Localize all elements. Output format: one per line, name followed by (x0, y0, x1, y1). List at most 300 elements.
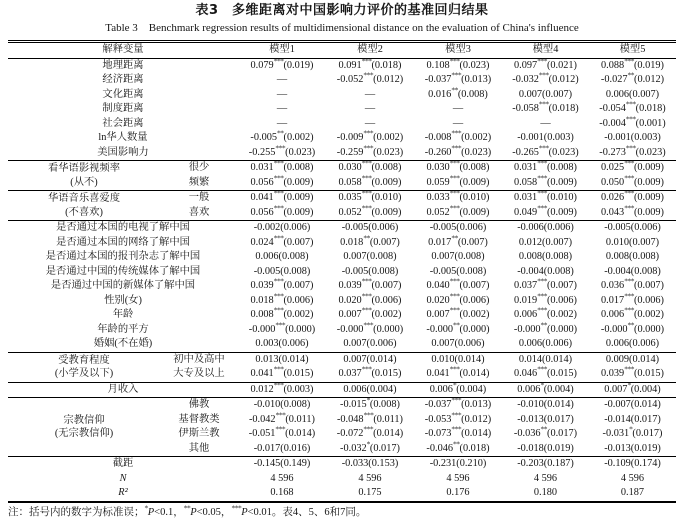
coefficient-cell: 0.175 (358, 487, 382, 498)
table-row (8, 457, 676, 472)
row-label: 美国影响力 (97, 146, 149, 158)
coefficient-cell: 0.058***(0.009) (338, 173, 402, 188)
coefficient-cell: 0.031***(0.008) (502, 161, 589, 176)
empty-cell-dash: — (276, 74, 288, 85)
significance-stars: * (627, 380, 631, 390)
coefficient-cell: -0.052***(0.012) (336, 70, 404, 85)
significance-stars: *** (273, 291, 284, 301)
empty-cell-dash: — (540, 117, 551, 129)
significance-stars: ** (451, 85, 458, 95)
coefficient-cell: 0.006*(0.004) (502, 382, 589, 398)
significance-stars: * (144, 503, 148, 512)
coefficient-cell: 0.006***(0.002) (601, 305, 664, 320)
coefficient-cell: 0.008(0.008) (518, 251, 573, 262)
significance-stars: *** (625, 99, 636, 109)
category-label (8, 352, 160, 382)
row-label: 经济距离 (102, 74, 144, 85)
row-label: 初中及高中 (160, 352, 238, 367)
coefficient-cell: -0.008***(0.002) (424, 128, 492, 143)
coefficient-cell: -0.048***(0.011) (336, 410, 403, 425)
coefficient-cell: -0.255***(0.023) (248, 143, 316, 158)
category-reference: (无宗教信仰) (54, 428, 114, 439)
coefficient-cell: -0.013(0.017) (517, 413, 574, 425)
coefficient-cell: -0.010(0.008) (238, 398, 326, 413)
coefficient-cell: -0.053***(0.012) (424, 410, 492, 425)
significance-stars: *** (537, 56, 547, 66)
category-name: 看华语影视频率 (47, 163, 121, 174)
coefficient-cell: -0.005(0.006) (414, 221, 502, 236)
significance-stars: *** (624, 305, 634, 315)
header-model-3: 模型3 (445, 44, 471, 55)
coefficient-cell: 0.012(0.007) (518, 236, 573, 248)
table-row (8, 88, 676, 103)
significance-stars: *** (449, 188, 460, 198)
significance-stars: * (366, 439, 370, 449)
empty-cell-dash: — (276, 88, 288, 100)
coefficient-cell: -0.004(0.008) (517, 265, 574, 277)
significance-stars: * (629, 424, 633, 434)
significance-stars: *** (449, 203, 460, 213)
coefficient-cell: -0.014(0.017) (604, 413, 661, 425)
coefficient-cell: -0.260***(0.023) (424, 143, 492, 158)
table-row (8, 131, 676, 146)
coefficient-cell: 0.017**(0.007) (428, 233, 488, 248)
empty-cell-dash: — (364, 88, 376, 100)
empty-cell-dash: — (452, 103, 464, 114)
coefficient-cell: -0.002(0.006) (238, 221, 326, 236)
table-row (8, 221, 676, 236)
significance-stars: *** (361, 364, 372, 374)
table-row (8, 382, 676, 398)
coefficient-cell: 0.031***(0.010) (502, 191, 589, 206)
category-reference: (从不) (70, 176, 98, 188)
coefficient-cell: 0.007*(0.004) (589, 382, 676, 398)
coefficient-cell: 0.180 (533, 487, 558, 498)
significance-stars: *** (361, 305, 372, 315)
coefficient-cell: 0.013(0.014) (238, 352, 326, 367)
coefficient-cell: -0.001(0.003) (517, 132, 574, 143)
row-label: 社会距离 (102, 117, 144, 129)
coefficient-cell: 0.024***(0.007) (250, 233, 314, 248)
table-row (8, 191, 676, 206)
row-label: R² (118, 487, 128, 498)
coefficient-cell: 0.039***(0.007) (250, 276, 314, 291)
coefficient-cell: 0.041***(0.015) (250, 364, 314, 379)
significance-stars: * (366, 395, 370, 405)
significance-stars: ** (451, 233, 458, 243)
significance-stars: *** (363, 410, 374, 420)
coefficient-cell: -0.013(0.019) (604, 442, 661, 454)
significance-stars: *** (273, 380, 284, 390)
significance-stars: * (540, 380, 544, 390)
coefficient-cell: 0.058***(0.009) (514, 173, 577, 188)
table-row (8, 236, 676, 251)
coefficient-cell: -0.273***(0.023) (599, 143, 666, 158)
coefficient-cell: -0.109(0.174) (589, 457, 676, 472)
coefficient-cell: -0.015*(0.008) (326, 398, 414, 413)
coefficient-cell: -0.259***(0.023) (336, 143, 404, 158)
coefficient-cell: -0.058***(0.018) (512, 99, 579, 114)
row-label: 喜欢 (188, 206, 210, 218)
coefficient-cell (238, 88, 326, 103)
table-row (8, 117, 676, 132)
coefficient-cell: 0.006(0.007) (605, 88, 660, 100)
table-row (8, 398, 676, 413)
significance-stars: *** (273, 158, 284, 168)
p-value-symbol: P (190, 506, 197, 518)
coefficient-cell: 0.168 (270, 487, 294, 498)
coefficient-cell (414, 102, 502, 117)
table-row (8, 250, 676, 265)
coefficient-cell: 4 596 (358, 472, 382, 484)
coefficient-cell: -0.017(0.016) (253, 442, 311, 454)
category-name: 宗教信仰 (63, 414, 105, 426)
coefficient-cell: 0.108***(0.023) (426, 56, 490, 71)
row-label: 年龄的平方 (97, 323, 149, 335)
table-row (8, 58, 676, 73)
significance-stars: *** (624, 188, 634, 198)
coefficient-cell: -0.032*(0.017) (340, 439, 400, 454)
empty-cell-dash: — (364, 103, 376, 114)
significance-stars: *** (361, 203, 372, 213)
table-row (8, 486, 676, 502)
significance-stars: *** (275, 143, 286, 153)
coefficient-cell: 0.010(0.007) (605, 236, 660, 248)
significance-stars: *** (625, 143, 636, 153)
coefficient-cell: 0.035***(0.010) (326, 191, 414, 206)
row-label: 是否通过本国的电视了解中国 (8, 221, 238, 236)
coefficient-cell: -0.000***(0.000) (248, 320, 316, 335)
coefficient-cell: 0.041***(0.014) (426, 364, 490, 379)
significance-stars: *** (273, 56, 284, 66)
significance-stars: *** (537, 305, 547, 315)
row-label: 其他 (188, 442, 210, 454)
coefficient-cell: -0.031*(0.017) (602, 424, 663, 439)
significance-stars: *** (363, 128, 374, 138)
p-value-symbol: P (147, 506, 155, 518)
significance-stars: *** (273, 305, 284, 315)
coefficient-cell: -0.000**(0.000) (600, 320, 665, 335)
significance-stars: *** (361, 158, 372, 168)
coefficient-cell: -0.000**(0.000) (426, 320, 490, 335)
significance-stars: *** (273, 364, 284, 374)
significance-stars: * (452, 380, 457, 390)
coefficient-cell: 0.014(0.014) (502, 352, 589, 367)
significance-stars: ** (540, 320, 548, 330)
coefficient-cell: -0.005(0.008) (253, 265, 311, 277)
significance-stars: ** (627, 70, 635, 80)
coefficient-cell: -0.001(0.003) (604, 132, 661, 143)
coefficient-cell: 0.007(0.008) (343, 251, 397, 262)
significance-stars: *** (538, 99, 549, 109)
significance-stars: ** (277, 128, 284, 138)
significance-stars: *** (537, 173, 547, 183)
significance-stars: *** (363, 320, 374, 330)
significance-stars: ** (453, 320, 460, 330)
coefficient-cell: 0.007***(0.002) (338, 305, 402, 320)
table-row (8, 102, 676, 117)
row-label: 是否通过本国的报刊杂志了解中国 (45, 251, 201, 262)
coefficient-cell: 0.006***(0.002) (514, 305, 577, 320)
category-name: 受教育程度 (58, 354, 110, 366)
coefficient-cell: 0.003(0.006) (255, 338, 309, 349)
significance-stars: *** (363, 70, 374, 80)
coefficient-cell: 0.088***(0.019) (601, 56, 664, 71)
significance-stars: *** (537, 276, 547, 286)
significance-stars: *** (624, 276, 634, 286)
coefficient-cell: 0.017***(0.006) (601, 291, 664, 306)
coefficient-cell: -0.037***(0.013) (414, 398, 502, 413)
coefficient-cell: 0.039***(0.015) (601, 364, 664, 379)
row-label: 大专及以上 (173, 368, 225, 379)
significance-stars: *** (231, 503, 242, 512)
significance-stars: *** (624, 173, 634, 183)
coefficient-cell: 0.079***(0.019) (250, 56, 314, 71)
coefficient-cell: 0.012***(0.003) (238, 382, 326, 398)
coefficient-cell: 0.030***(0.008) (414, 161, 502, 176)
coefficient-cell: 0.020***(0.006) (338, 291, 402, 306)
coefficient-cell: -0.004(0.008) (604, 265, 661, 277)
coefficient-cell: -0.054***(0.018) (599, 99, 666, 114)
row-label: 地理距离 (102, 59, 144, 71)
coefficient-cell: -0.007(0.014) (589, 398, 676, 413)
significance-stars: *** (361, 276, 372, 286)
significance-stars: *** (537, 291, 547, 301)
coefficient-cell: 0.025***(0.009) (589, 161, 676, 176)
empty-cell-dash: — (276, 117, 288, 129)
coefficient-cell: -0.018(0.019) (517, 442, 574, 454)
coefficient-cell: -0.231(0.210) (414, 457, 502, 472)
coefficient-cell: -0.009***(0.002) (336, 128, 404, 143)
significance-stars: *** (363, 143, 374, 153)
coefficient-cell: 0.052***(0.009) (338, 203, 402, 218)
row-label: ln华人数量 (98, 132, 148, 143)
coefficient-cell: 0.006*(0.004) (414, 382, 502, 398)
coefficient-cell: 0.056***(0.009) (250, 203, 314, 218)
significance-stars: *** (451, 395, 462, 405)
row-label: 是否通过中国的传统媒体了解中国 (45, 265, 201, 277)
row-label: 一般 (160, 191, 238, 206)
coefficient-cell: 0.006(0.006) (518, 338, 573, 349)
significance-stars: ** (183, 503, 191, 512)
coefficient-cell: 4 596 (270, 472, 294, 484)
significance-stars: *** (449, 305, 460, 315)
coefficient-cell (326, 102, 414, 117)
row-label: N (119, 472, 127, 484)
table-row (8, 323, 676, 338)
regression-table (8, 40, 676, 503)
coefficient-cell: 0.033***(0.010) (414, 191, 502, 206)
coefficient-cell: 0.056***(0.009) (250, 173, 314, 188)
significance-stars: *** (624, 158, 634, 168)
coefficient-cell: -0.145(0.149) (238, 457, 326, 472)
coefficient-cell: -0.072***(0.014) (336, 424, 404, 439)
coefficient-cell: -0.000***(0.000) (336, 320, 404, 335)
coefficient-cell: 0.019***(0.006) (514, 291, 577, 306)
category-label (8, 161, 160, 191)
significance-stars: ** (627, 320, 635, 330)
coefficient-cell: -0.051***(0.014) (248, 424, 316, 439)
coefficient-cell: -0.046**(0.018) (426, 439, 490, 454)
significance-stars: *** (449, 291, 460, 301)
row-label: 婚姻(不在婚) (93, 338, 153, 349)
row-label: 年龄 (112, 309, 134, 320)
coefficient-cell: 0.007(0.008) (431, 251, 485, 262)
coefficient-cell: 0.046***(0.015) (514, 364, 577, 379)
coefficient-cell: -0.005**(0.002) (250, 128, 314, 143)
coefficient-cell: -0.037***(0.013) (424, 70, 492, 85)
significance-stars: *** (624, 291, 634, 301)
coefficient-cell: 0.097***(0.021) (514, 56, 577, 71)
row-label: 文化距离 (102, 88, 144, 100)
category-label (8, 398, 160, 457)
significance-stars: ** (540, 424, 548, 434)
coefficient-cell: -0.005(0.008) (341, 265, 399, 277)
significance-stars: *** (449, 276, 460, 286)
coefficient-cell: 0.040***(0.007) (426, 276, 490, 291)
category-name: 华语音乐喜爱度 (47, 193, 121, 204)
coefficient-cell: 4 596 (533, 472, 558, 484)
significance-stars: *** (275, 410, 286, 420)
table-title-en: Table 3 Benchmark regression results of multidimensional distance on the evaluation of China's influence (105, 22, 579, 34)
row-label: 性别(女) (104, 294, 142, 306)
significance-stars: ** (363, 233, 370, 243)
significance-stars: ** (453, 439, 460, 449)
significance-stars: *** (538, 70, 549, 80)
table-body (8, 58, 676, 502)
table-row (8, 337, 676, 352)
coefficient-cell: 0.041***(0.009) (238, 191, 326, 206)
significance-stars: *** (625, 114, 636, 124)
table-row (8, 294, 676, 309)
coefficient-cell: 0.007(0.006) (431, 338, 485, 349)
table-note: 注：括号内的数字为标准误；*P<0.1，**P<0.05，***P<0.01。表4、5、6和7同。 (8, 503, 367, 518)
coefficient-cell: 0.016**(0.008) (428, 85, 488, 100)
row-label: 是否通过本国的网络了解中国 (56, 236, 190, 248)
significance-stars: *** (451, 70, 462, 80)
coefficient-cell: -0.073***(0.014) (424, 424, 492, 439)
coefficient-cell: 0.031***(0.008) (238, 161, 326, 176)
row-label: 频繁 (188, 176, 210, 188)
header-model-5: 模型5 (619, 44, 646, 55)
header-explanatory-variable: 解释变量 (102, 44, 144, 55)
significance-stars: *** (451, 143, 462, 153)
coefficient-cell: 0.010(0.014) (414, 352, 502, 367)
significance-stars: *** (275, 424, 286, 434)
significance-stars: *** (624, 364, 634, 374)
category-reference: (不喜欢) (65, 206, 103, 218)
significance-stars: *** (449, 158, 460, 168)
empty-cell-dash: — (276, 103, 288, 114)
row-label: 佛教 (160, 398, 238, 413)
coefficient-cell: 0.018**(0.007) (340, 233, 400, 248)
coefficient-cell: -0.006(0.006) (502, 221, 589, 236)
significance-stars: *** (537, 158, 547, 168)
significance-stars: *** (273, 233, 284, 243)
table-header (8, 42, 676, 59)
coefficient-cell: -0.005(0.008) (429, 265, 487, 277)
coefficient-cell: 0.009(0.014) (589, 352, 676, 367)
table-row (8, 73, 676, 88)
row-label: 很少 (160, 161, 238, 176)
coefficient-cell: 0.007(0.006) (343, 338, 397, 349)
coefficient-cell: 0.039***(0.007) (338, 276, 402, 291)
coefficient-cell (326, 88, 414, 103)
coefficient-cell: -0.203(0.187) (502, 457, 589, 472)
significance-stars: *** (273, 173, 284, 183)
coefficient-cell: -0.005(0.006) (326, 221, 414, 236)
coefficient-cell: 0.091***(0.018) (338, 56, 402, 71)
coefficient-cell: 0.007***(0.002) (426, 305, 490, 320)
coefficient-cell: -0.005(0.006) (589, 221, 676, 236)
coefficient-cell: -0.042***(0.011) (248, 410, 315, 425)
significance-stars: *** (275, 320, 286, 330)
empty-cell-dash: — (364, 117, 376, 129)
significance-stars: *** (361, 56, 372, 66)
category-reference: (小学及以下) (54, 368, 114, 379)
coefficient-cell: 0.020***(0.006) (426, 291, 490, 306)
table-title-zh: 表3 多维距离对中国影响力评价的基准回归结果 (195, 3, 489, 18)
coefficient-cell: 0.006(0.008) (255, 251, 309, 262)
coefficient-cell: 0.018***(0.006) (250, 291, 314, 306)
significance-stars: *** (538, 143, 549, 153)
significance-stars: *** (361, 188, 372, 198)
coefficient-cell (502, 117, 589, 132)
table-row (8, 161, 676, 176)
coefficient-cell: 0.043***(0.009) (601, 203, 664, 218)
coefficient-cell (238, 73, 326, 88)
coefficient-cell: 4 596 (446, 472, 470, 484)
significance-stars: *** (451, 128, 462, 138)
coefficient-cell: 0.187 (620, 487, 645, 498)
significance-stars: *** (273, 188, 284, 198)
coefficient-cell: 0.037***(0.015) (338, 364, 402, 379)
row-label: 截距 (8, 457, 238, 472)
empty-cell-dash: — (452, 117, 464, 129)
coefficient-cell: 0.059***(0.009) (426, 173, 490, 188)
p-value-symbol: P (241, 506, 248, 518)
coefficient-cell: -0.032***(0.012) (512, 70, 579, 85)
category-label (8, 191, 160, 221)
table-row (8, 265, 676, 280)
coefficient-cell: 0.052***(0.009) (426, 203, 490, 218)
coefficient-cell: -0.033(0.153) (326, 457, 414, 472)
coefficient-cell: 0.176 (446, 487, 470, 498)
significance-stars: *** (451, 410, 462, 420)
table-row (8, 308, 676, 323)
significance-stars: *** (451, 424, 462, 434)
significance-stars: *** (624, 203, 634, 213)
significance-stars: *** (273, 203, 284, 213)
coefficient-cell: -0.036**(0.017) (513, 424, 578, 439)
coefficient-cell: 0.026***(0.009) (589, 191, 676, 206)
header-model-4: 模型4 (532, 44, 559, 55)
coefficient-cell: -0.000**(0.000) (513, 320, 578, 335)
coefficient-cell: 0.007(0.007) (518, 88, 573, 100)
coefficient-cell: -0.010(0.014) (502, 398, 589, 413)
significance-stars: *** (363, 424, 374, 434)
significance-stars: *** (624, 56, 634, 66)
table-row (8, 146, 676, 161)
coefficient-cell (238, 102, 326, 117)
significance-stars: *** (361, 173, 372, 183)
significance-stars: *** (449, 56, 460, 66)
table-row (8, 352, 676, 367)
significance-stars: *** (449, 173, 460, 183)
significance-stars: *** (273, 276, 284, 286)
coefficient-cell: 0.007(0.014) (326, 352, 414, 367)
coefficient-cell: 0.050***(0.009) (601, 173, 664, 188)
